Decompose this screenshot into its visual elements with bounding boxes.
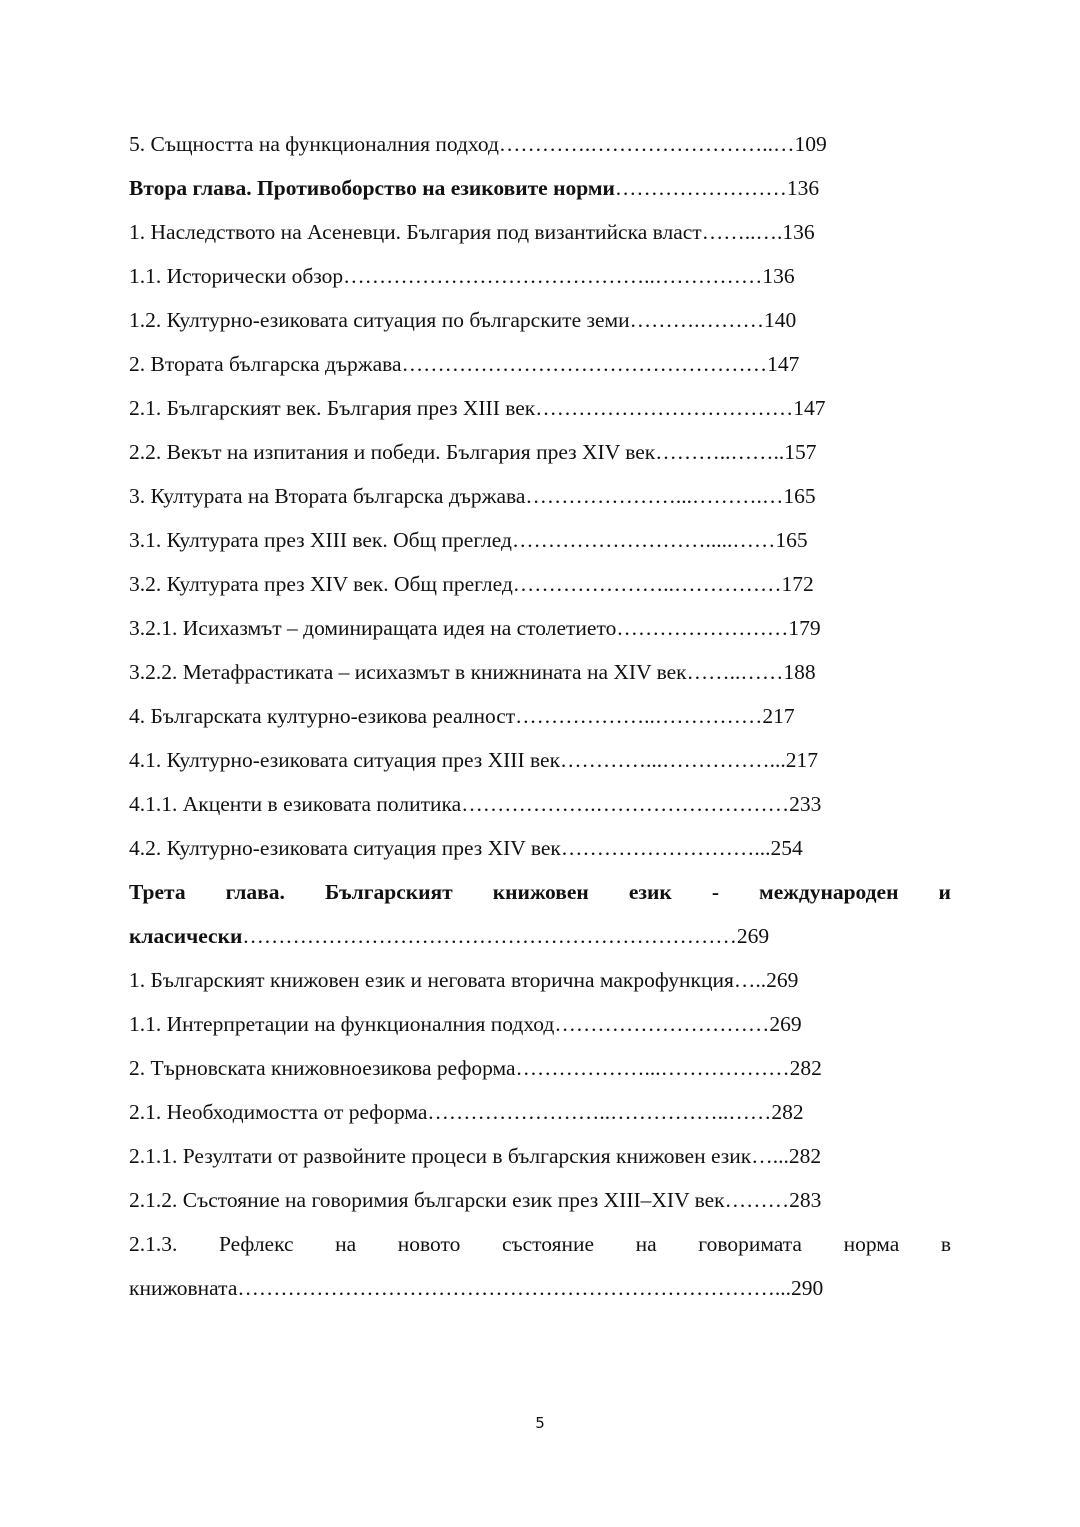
toc-entry: 3. Културата на Втората българска държава…………………...……….…165	[129, 484, 816, 508]
toc-entry: 4.1.1. Акценти в езиковата политика……………….………………………233	[129, 792, 822, 816]
toc-word: състояние	[501, 1232, 595, 1256]
toc-word: Трета	[129, 880, 186, 904]
toc-word: в	[940, 1232, 951, 1256]
toc-chapter-title: класически	[129, 924, 243, 948]
toc-chapter-heading	[129, 171, 951, 215]
toc-entry: 2.1. Необходимостта от реформа……………………..……………..……282	[129, 1100, 804, 1124]
toc-entry: 2.1.1. Резултати от развойните процеси в българския книжовен език…...282	[129, 1144, 822, 1168]
toc-entry: 4.2. Културно-езиковата ситуация през XIV век………………………...254	[129, 836, 803, 860]
toc-entry: 3.2. Културата през XIV век. Общ преглед…………………..……………172	[129, 572, 814, 596]
toc-entry: 2. Втората българска държава……………………………………………147	[129, 352, 800, 376]
toc-word: и	[938, 880, 951, 904]
toc-entry: 1. Наследството на Асеневци. България под византийска власт……..….136	[129, 220, 815, 244]
toc-chapter-title: Втора глава. Противоборство на езиковите норми	[129, 176, 615, 200]
toc-word: глава.	[225, 880, 285, 904]
toc-word: Рефлекс	[218, 1232, 294, 1256]
toc-word: език	[628, 880, 672, 904]
toc-entry: 1.1. Интерпретации на функционалния подход…………………………269	[129, 1012, 802, 1036]
toc-entry: 1. Българският книжовен език и неговата вторична макрофункция…..269	[129, 968, 799, 992]
toc-entry: 1.2. Културно-езиковата ситуация по българските земи……….………140	[129, 308, 797, 332]
toc-word: -	[711, 880, 719, 904]
toc-chapter-leader: ……………………136	[614, 176, 820, 200]
toc-word: международен	[759, 880, 899, 904]
toc-entry: 2.1. Българският век. България през XIII век………………………………147	[129, 396, 826, 420]
toc-entry: 2.1.2. Състояние на говоримия български език през XIII–XIV век………283	[129, 1188, 822, 1212]
toc-word: говоримата	[698, 1232, 802, 1256]
toc-entry: 1.1. Исторически обзор……………………………………..……………136	[129, 264, 795, 288]
toc-word: 2.1.3.	[129, 1232, 178, 1256]
toc-entry: 2. Търновската книжовноезикова реформа………………...………………282	[129, 1056, 822, 1080]
toc-word: книжовен	[492, 880, 589, 904]
toc-word: на	[335, 1232, 357, 1256]
toc-entry-line1	[129, 1227, 951, 1271]
toc-entry: 2.2. Векът на изпитания и победи. България през XIV век………..……..157	[129, 440, 817, 464]
toc-chapter-heading-line2	[129, 919, 951, 963]
toc-chapter-leader: ……………………………………………………………269	[242, 924, 770, 948]
toc-entry: 3.2.1. Исихазмът – доминиращата идея на столетието……………………179	[129, 616, 821, 640]
toc-entry: 4. Българската културно-езикова реалност………………..……………217	[129, 704, 795, 728]
toc-entry: 3.1. Културата през XIII век. Общ преглед……………………….....……165	[129, 528, 808, 552]
toc-word: новото	[397, 1232, 461, 1256]
table-of-contents	[129, 127, 951, 1315]
toc-word: норма	[843, 1232, 900, 1256]
toc-chapter-heading-line1	[129, 875, 951, 919]
toc-entry: 5. Същността на функционалния подход………….……………………..…109	[129, 132, 827, 156]
toc-entry: 4.1. Културно-езиковата ситуация през XIII век…………...……………...217	[129, 748, 819, 772]
toc-word: Българският	[324, 880, 453, 904]
page-number: 5	[535, 1414, 545, 1432]
toc-entry: 3.2.2. Метафрастиката – исихазмът в книжнината на XIV век……..……188	[129, 660, 816, 684]
toc-entry-line2: книжовната…………………………………………………………………...290	[129, 1276, 824, 1300]
toc-word: на	[635, 1232, 657, 1256]
